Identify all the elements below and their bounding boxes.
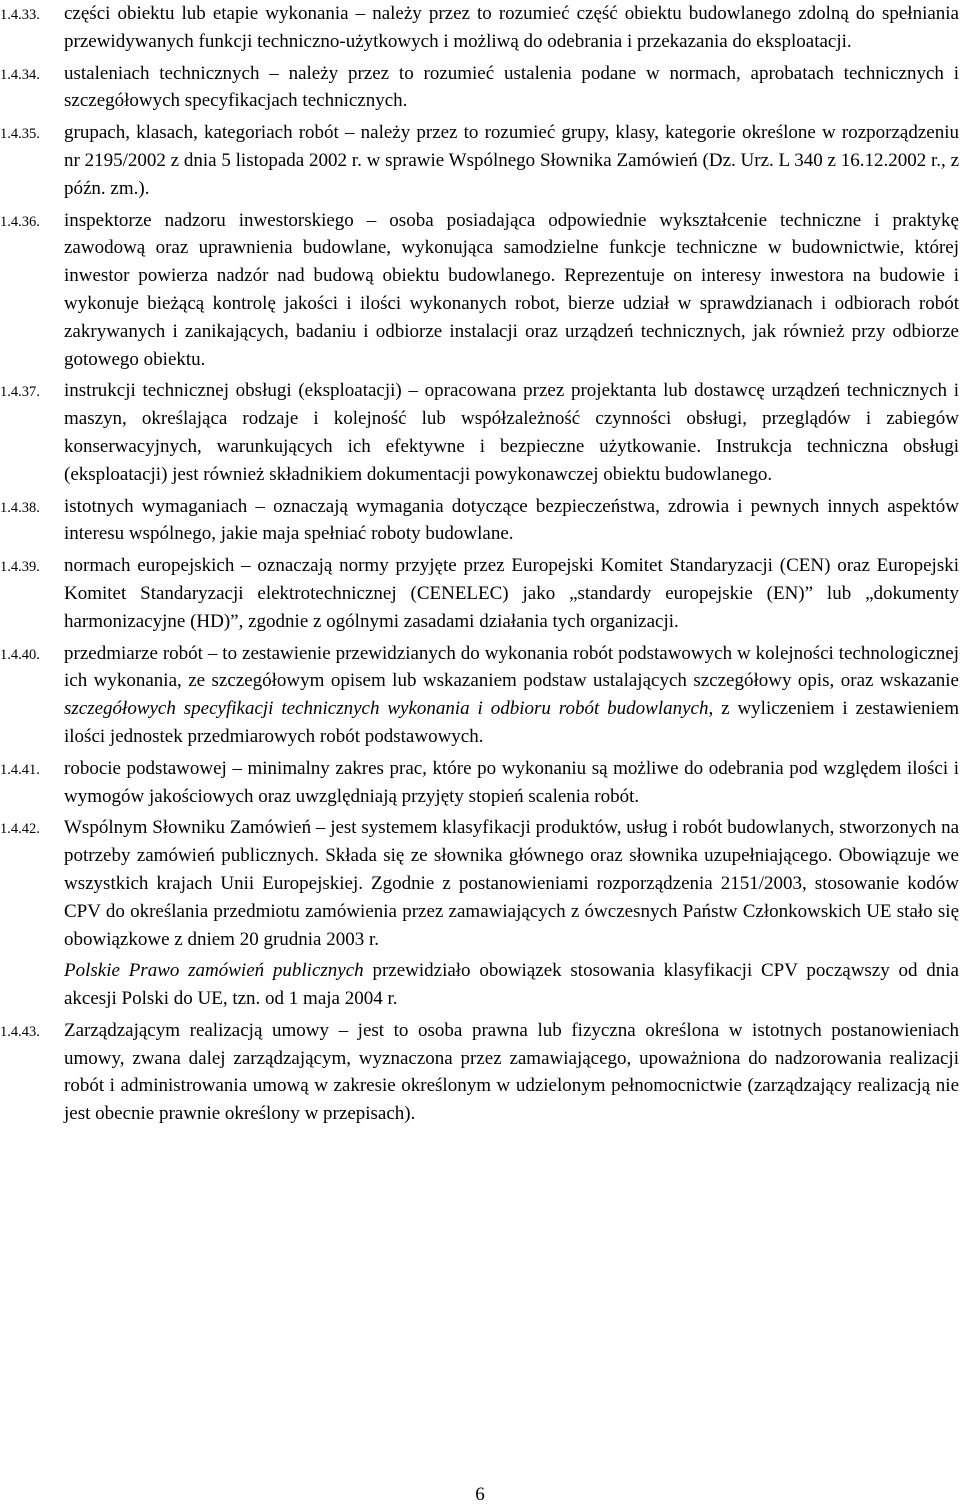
definition-text: Wspólnym Słowniku Zamówień – jest systemem klasyfikacji produktów, usług i robót budowlanych, stworzonych na potrzeby zamówień publicznych. Składa się ze słownika głównego oraz słownika uzupełniającego. Obowiązuje we wszystkich krajach Unii Europejskiej. Zgodnie z postanowieniami rozporządzenia 2151/2003, stosowanie kodów CPV do określania przedmiotu zamówienia przez zamawiających z ówczesnych Państw Członkowskich UE stało się obowiązkowe z dniem 20 grudnia 2003 r. <box>64 817 959 950</box>
definition-text-italic: Polskie Prawo zamówień publicznych <box>64 960 364 982</box>
definition-number: 1.4.36. <box>0 213 40 230</box>
definition-1-4-35 <box>0 119 960 202</box>
definition-number: 1.4.34. <box>0 66 40 83</box>
page-number: 6 <box>475 1484 485 1505</box>
definition-number: 1.4.40. <box>0 646 40 663</box>
definition-text: ustaleniach technicznych – należy przez to rozumieć ustalenia podane w normach, aprobatach technicznych i szczegółowych specyfikacjach technicznych. <box>64 62 959 112</box>
definition-number <box>0 957 64 958</box>
definition-1-4-37 <box>0 377 960 488</box>
definition-text-part: przedmiarze robót – to zestawienie przewidzianych do wykonania robót podstawowych w kolejności technologicznej ich wykonania, ze szczegółowym opisem lub wskazaniem podstaw ustalających szczegółowy opis, oraz wskazanie <box>64 642 959 692</box>
definition-text: grupach, klasach, kategoriach robót – należy przez to rozumieć grupy, klasy, kategorie określone w rozporządzeniu nr 2195/2002 z dnia 5 listopada 2002 r. w sprawie Wspólnego Słownika Zamówień (Dz. Urz. L 340 z 16.12.2002 r., z późn. zm.). <box>64 122 959 199</box>
definition-number: 1.4.39. <box>0 559 40 576</box>
definition-1-4-38 <box>0 493 960 549</box>
definition-1-4-34 <box>0 60 960 116</box>
definition-1-4-40 <box>0 640 960 751</box>
definition-number: 1.4.33. <box>0 7 40 23</box>
definition-text-part: , z wyliczeniem i zestawieniem ilości jednostek przedmiarowych robót podstawowych. <box>64 698 959 747</box>
definition-text-part: przewidziało obowiązek stosowania klasyfikacji CPV począwszy od dnia akcesji Polski do UE, tzn. od 1 maja 2004 r. <box>64 960 959 1010</box>
definition-text <box>64 640 959 751</box>
definition-text: instrukcji technicznej obsługi (eksploatacji) – opracowana przez projektanta lub dostawcę urządzeń technicznych i maszyn, określająca rodzaje i kolejność lub współzależność czynności obsługi, przeglądów i zabiegów konserwacyjnych, warunkujących ich efektywne i bezpieczne użytkowanie. Instrukcja techniczna obsługi (eksploatacji) jest również składnikiem dokumentacji powykonawczej obiektu budowlanego. <box>64 380 959 485</box>
definition-number: 1.4.37. <box>0 384 40 401</box>
definition-number: 1.4.38. <box>0 499 40 516</box>
definition-number: 1.4.41. <box>0 761 40 778</box>
definition-note <box>64 957 959 1013</box>
definition-1-4-41 <box>0 755 960 811</box>
definition-1-4-39 <box>0 552 960 635</box>
definition-1-4-42 <box>0 814 960 953</box>
definition-1-4-33 <box>0 0 960 56</box>
definition-1-4-43 <box>0 1017 960 1128</box>
definition-text: istotnych wymaganiach – oznaczają wymagania dotyczące bezpieczeństwa, zdrowia i pewnych innych aspektów interesu wspólnego, jakie maja spełniać roboty budowlane. <box>64 495 959 545</box>
definition-text: inspektorze nadzoru inwestorskiego – osoba posiadająca odpowiednie wykształcenie techniczne i praktykę zawodową oraz uprawnienia budowlane, wykonująca samodzielne funkcje techniczne w budownictwie, której inwestor powierza nadzór nad budową obiektu budowlanego. Reprezentuje on interesy inwestora na budowie i wykonuje bieżącą kontrolę jakości i ilości wykonanych robot, bierze udział w sprawdzianach i odbiorach robót zakrywanych i zanikających, badaniu i odbiorze instalacji oraz urządzeń technicznych, jak również przy odbiorze gotowego obiektu. <box>64 209 959 370</box>
definition-text: części obiektu lub etapie wykonania – należy przez to rozumieć część obiektu budowlanego zdolną do spełniania przewidywanych funkcji techniczno-użytkowych i możliwą do odebrania i przekazania do eksploatacji. <box>64 3 959 52</box>
definition-number: 1.4.42. <box>0 821 40 838</box>
definition-text: robocie podstawowej – minimalny zakres prac, które po wykonaniu są możliwe do odebrania pod względem ilości i wymogów jakościowych oraz uwzględniają przyjęty stopień scalenia robót. <box>64 757 959 807</box>
definition-text-italic: szczegółowych specyfikacji technicznych wykonania i odbioru robót budowlanych <box>64 698 709 720</box>
definition-number: 1.4.43. <box>0 1023 40 1040</box>
definition-text: Zarządzającym realizacją umowy – jest to osoba prawna lub fizyczna określona w istotnych postanowieniach umowy, zwana dalej zarządzającym, wyznaczona przez zamawiającego, upoważniona do nadzorowania realizacji robót i administrowania umową w zakresie określonym w udzielonym pełnomocnictwie (zarządzający realizacją nie jest obecnie prawnie określony w przepisach). <box>64 1019 959 1125</box>
definition-1-4-36 <box>0 207 960 374</box>
definition-text: normach europejskich – oznaczają normy przyjęte przez Europejski Komitet Standaryzacji (CEN) oraz Europejski Komitet Standaryzacji elektrotechnicznej (CENELEC) jako „standardy europejskie (EN)” lub „dokumenty harmonizacyjne (HD)”, zgodnie z ogólnymi zasadami działania tych organizacji. <box>64 555 959 632</box>
definition-1-4-42-note <box>0 957 960 1013</box>
definition-number: 1.4.35. <box>0 126 40 143</box>
